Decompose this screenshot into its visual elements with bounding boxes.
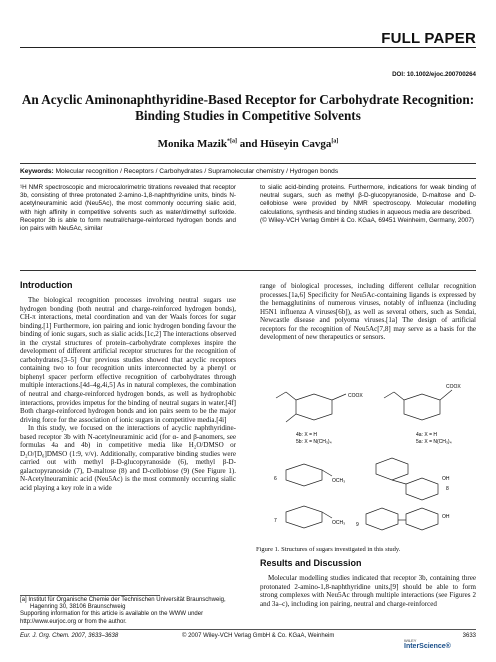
label-5b: 5b: X = N(CH₃)₄ xyxy=(296,439,332,445)
authors xyxy=(20,138,476,150)
neu5ac-structure-right xyxy=(384,390,452,420)
results-heading: Results and Discussion xyxy=(260,558,362,568)
paper-title: An Acyclic Aminonaphthyridine-Based Receptor for Carbohydrate Recognition: Binding Studies in Competitive Solvents xyxy=(21,92,475,123)
author-2-affiliation: [a] xyxy=(331,138,339,145)
intro-paragraph-2: In this study, we focused on the interactions of acyclic naphthyridine-based receptor 3b with N-acetylneuraminic acid (for α- and β-anomers, see formulas 4a and 4b) in competitive media like H₂O/DMSO or D₂O/[D₆]DMSO (1:9, v/v). Additionally, comparative binding studies were carried out with methyl β-D-glucopyranoside (6), methyl β-D-galactopyranoside (7), D-maltose (8) and D-cellobiose (9) (See Figure 1). N-Acetylneuraminic acid (Neu5Ac) is the most commonly occurring sialic acid playing a key role in a wide xyxy=(20,424,236,493)
label-4a: 4a: X = H xyxy=(416,432,437,438)
galactoside-7 xyxy=(286,506,332,528)
oh-9: OH xyxy=(442,514,450,520)
right-paragraph-1: range of biological processes, including different cellular recognition processes.[1a,6] Specificity for Neu5Ac-containing ligands is expressed by the hemagglutinins of numerous viruses, notably of influenza (including H5N1 influenza A viruses[6b]), as well as several others, such as Sendai, Newcastle disease and polyoma viruses.[1a] The design of artificial receptors for the recognition of Neu5Ac[7,8] may serve as a basis for the development of new therapeutics or sensors. xyxy=(260,282,476,342)
keywords-bottom-rule xyxy=(20,178,476,179)
intro-paragraph-1: The biological recognition processes involving neutral sugars use hydrogen bonding (both neutral and charge-reinforced hydrogen bonds), CH-π interactions, metal coordination and van der Waals forces for sugar binding.[1] Furthermore, ion pairing and ionic hydrogen bonding favour the binding of ionic sugars, such as sialic acids.[1c,2] The interactions observed in the crystal structures of protein–carbohydrate complexes inspire the development of different artificial receptor structures for the recognition of carbohydrates.[3–5] Our previous studies showed that acyclic receptors containing two to four recognition units interconnected by a phenyl or biphenyl spacer perform effective recognition of carbohydrates through multiple interactions.[4d–4g,4i,5] As in natural complexes, the combination of neutral and charge-reinforced hydrogen bonds, as well as hydrophobic interactions, provides impetus for the binding of neutral sugars in water.[4f] Both charge-reinforced hydrogen bonds and ion pairs seem to be the major driving force for the association of ionic sugars in competitive media.[4i] xyxy=(20,296,236,424)
label-7: 7 xyxy=(274,518,277,524)
keywords-top-rule xyxy=(20,163,476,164)
interscience-logo[interactable] xyxy=(404,638,452,656)
logo-top: WILEY xyxy=(404,638,417,643)
section-label: FULL PAPER xyxy=(381,30,476,47)
och3-6: OCH₃ xyxy=(332,478,346,484)
affiliation-footnote: [a] Institut für Organische Chemie der Technischen Universität Braunschweig, xyxy=(20,597,226,603)
figure-1-structures xyxy=(256,380,476,550)
page-number: 3633 xyxy=(462,633,476,639)
maltose-8 xyxy=(376,458,438,500)
keywords-label: Keywords: xyxy=(20,168,54,175)
oh-8: OH xyxy=(442,476,450,482)
author-conjunction: and xyxy=(236,138,261,150)
footnote-rule xyxy=(20,595,160,596)
abstract-right-text: to sialic acid-binding proteins. Furthermore, indications for weak binding of neutral sugars, such as methyl β-D-glucopyranoside, D-maltose and D-cellobiose were provided by NMR spectroscopy. Molecular modelling calculations, synthesis and binding studies in aqueous media are described. xyxy=(260,184,476,216)
doi[interactable]: DOI: 10.1002/ejoc.200700264 xyxy=(392,71,476,78)
cellobiose-9 xyxy=(366,508,438,530)
abstract-copyright: (© Wiley-VCH Verlag GmbH & Co. KGaA, 69451 Weinheim, Germany, 2007) xyxy=(260,216,475,224)
neu5ac-structure-left xyxy=(276,392,346,422)
footer-rule xyxy=(20,629,476,630)
label-8: 8 xyxy=(446,486,449,492)
author-2: Hüseyin Cavga xyxy=(260,138,332,150)
abstract-right xyxy=(260,184,476,225)
keywords-text: Molecular recognition / Receptors / Carbohydrates / Supramolecular chemistry / Hydrogen bonds xyxy=(55,168,339,175)
introduction-body xyxy=(20,296,236,493)
och3-7: OCH₃ xyxy=(332,520,346,526)
right-column-intro xyxy=(260,282,476,342)
footnotes xyxy=(20,597,236,626)
results-body xyxy=(260,574,476,608)
footer-journal: Eur. J. Org. Chem. 2007, 3633–3638 xyxy=(20,633,119,639)
abstract-left: ¹H NMR spectroscopic and microcalorimetric titrations revealed that receptor 3b, consisting of three protonated 2-amino-1,8-naphthyridine units, binds N-acetylneuraminic acid (Neu5Ac), the most commonly occurring sialic acid, with high affinity in competitive solvents such as water/dimethyl sulfoxide. Receptor 3b is able to form neutral/charge-reinforced hydrogen bonds and ion pairs with Neu5Ac, similar xyxy=(20,184,236,233)
introduction-heading: Introduction xyxy=(20,280,73,290)
footer-copyright: © 2007 Wiley-VCH Verlag GmbH & Co. KGaA, Weinheim xyxy=(182,633,335,639)
label-5a: 5a: X = N(CH₃)₄ xyxy=(416,439,452,445)
author-1-affiliation: *[a] xyxy=(226,138,237,145)
coox-label-left: COOX xyxy=(348,393,363,399)
logo-main: InterScience® xyxy=(404,643,451,650)
label-4b: 4b: X = H xyxy=(296,432,317,438)
keywords xyxy=(20,168,476,175)
supporting-info-footnote: Supporting information for this article is available on the WWW under http://www.eurjoc.org or from the author. xyxy=(20,611,204,625)
affiliation-address: Hagenring 30, 38106 Braunschweig xyxy=(30,604,126,611)
label-9: 9 xyxy=(356,522,359,528)
abstract-rule xyxy=(20,270,476,271)
header-rule xyxy=(20,47,476,48)
figure-1-caption: Figure 1. Structures of sugars investigated in this study. xyxy=(256,546,401,553)
glucoside-6 xyxy=(286,464,332,486)
coox-label-right: COOX xyxy=(446,384,461,390)
results-paragraph-1: Molecular modelling studies indicated that receptor 3b, containing three protonated 2-amino-1,8-naphthyridine units,[9] should be able to form strong complexes with Neu5Ac through multiple interactions (see Figures 2 and 3a–c), including ion pairing, neutral and charge-reinforced xyxy=(260,574,476,608)
author-1: Monika Mazik xyxy=(157,138,227,150)
label-6: 6 xyxy=(274,476,277,482)
